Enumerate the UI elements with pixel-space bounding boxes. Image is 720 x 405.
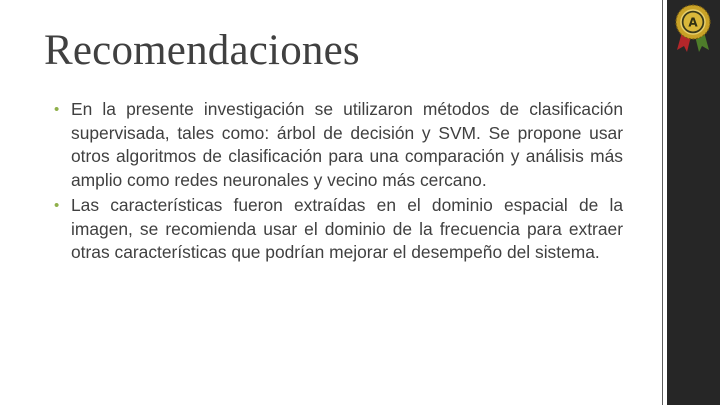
sidebar-divider bbox=[662, 0, 663, 405]
bullet-text: Las características fueron extraídas en el dominio espacial de la imagen, se recomienda usar el dominio de la frecuencia para extraer otras características que podrían mejorar el desempeño del sistema. bbox=[71, 195, 623, 262]
bullet-marker: • bbox=[54, 197, 60, 214]
bullet-text: En la presente investigación se utilizaron métodos de clasificación supervisada, tales como: árbol de decisión y SVM. Se propone usar otros algoritmos de clasificación para una comparación y análisis más amplio como redes neuronales y vecino más cercano. bbox=[71, 99, 623, 190]
bullet-list bbox=[54, 98, 623, 267]
sidebar-panel bbox=[667, 0, 720, 405]
bullet-item bbox=[54, 194, 623, 265]
slide-title: Recomendaciones bbox=[44, 27, 360, 74]
badge-letter: A bbox=[688, 15, 698, 30]
bullet-marker: • bbox=[54, 101, 60, 118]
bullet-item bbox=[54, 98, 623, 192]
award-badge-icon bbox=[673, 2, 713, 54]
